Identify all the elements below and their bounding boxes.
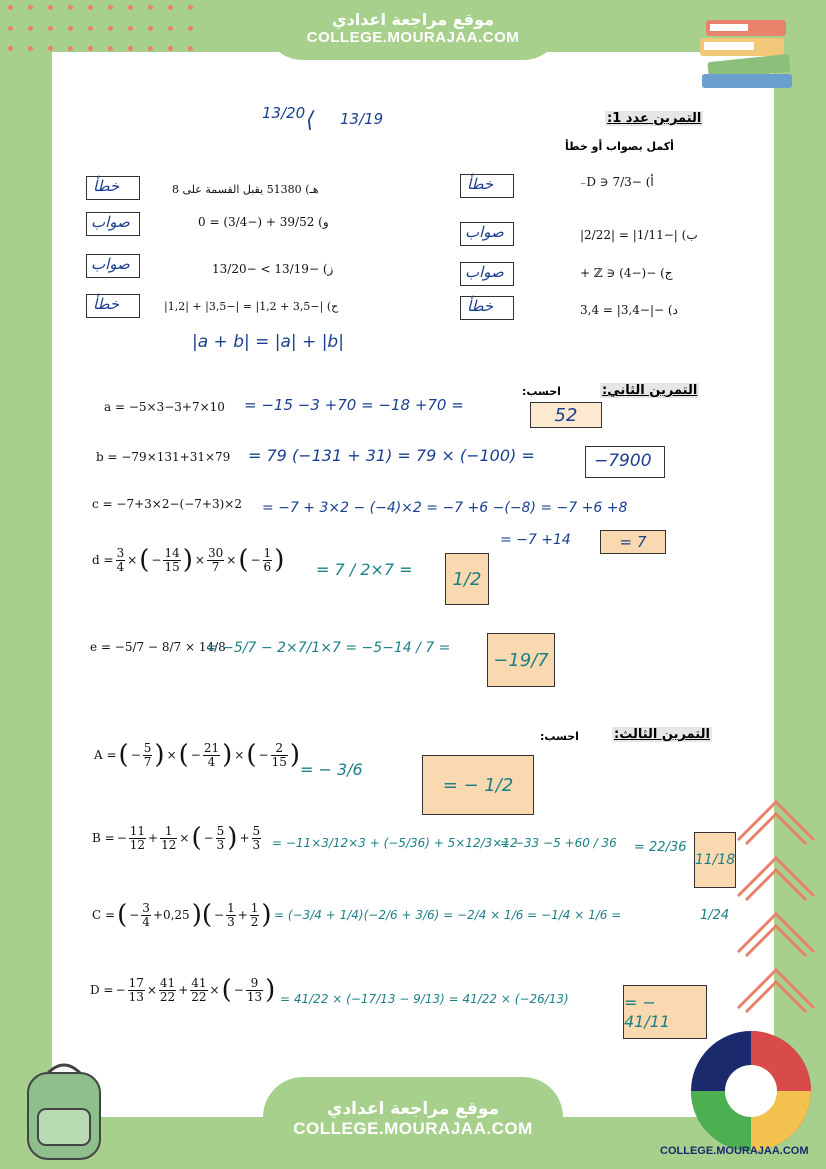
ex3-C-work: = (−3/4 + 1/4)(−2/6 + 3/6) = −2/4 × 1/6 = −1/4 × 1/6 = <box>274 908 622 922</box>
ex1-top-note-comparison: ⟨ <box>306 108 315 133</box>
ex2-e-answer: −19/7 <box>493 649 549 671</box>
ex2-d-answer: 1/2 <box>452 568 482 590</box>
ex3-C-expr: C = ( − $\frac{3}{4}$ +0,25 )( − $\frac{1}{3}$ + $\frac{1}{2}$ ) <box>92 900 272 930</box>
ex1-top-note-a: 13/20 <box>262 104 306 122</box>
ex2-b-answer: −7900 <box>594 451 652 471</box>
ex1-item-f-expr: 39/52 + (−3/4) = 0 <box>198 215 315 229</box>
ex1-item-f-label: و) <box>318 215 329 229</box>
ex2-title: التمرين الثاني: <box>602 383 698 398</box>
ex3-D-work: = 41/22 × (−17/13 − 9/13) = 41/22 × (−26/13) <box>280 992 569 1006</box>
ex2-a-answer-box[interactable] <box>530 402 602 428</box>
ex2-c-expr: c = −7+3×2−(−7+3)×2 <box>92 497 242 511</box>
ex3-C-answer: 1/24 <box>700 908 730 923</box>
ex2-e-work: = −5/7 − 2×7/1×7 = −5−14 / 7 = <box>206 640 451 656</box>
ex1-item-e <box>172 183 319 196</box>
ex2-c-work: = −7 + 3×2 − (−4)×2 = −7 +6 −(−8) = −7 +6 +8 <box>262 500 628 516</box>
ex2-e-answer-box[interactable] <box>487 633 555 687</box>
ex3-A-name: A = <box>94 748 117 762</box>
ex1-item-c-expr: −(−4) ∈ ℤ + <box>580 266 657 280</box>
ex1-item-g <box>212 262 333 276</box>
ex2-d-work: = 7 / 2×7 = <box>316 560 413 579</box>
site-name: موقع مراجعة اعدادي <box>331 10 495 29</box>
ex3-D-name: D = <box>90 983 114 997</box>
ex1-item-f-answer-box[interactable] <box>86 212 140 236</box>
ex3-instruction: احسب: <box>540 730 579 743</box>
ex3-D-expr: D = − $\frac{17}{13}$ × $\frac{41}{22}$ + $\frac{41}{22}$ × ( − $\frac{9}{13}$ ) <box>90 975 276 1005</box>
ex3-B-work3: = 22/36 <box>634 840 687 855</box>
worksheet-page <box>52 52 774 1117</box>
ex1-item-b-answer-box[interactable] <box>460 222 514 246</box>
ex2-a-expr: a = −5×3−3+7×10 <box>104 400 225 414</box>
ex3-A-answer-box[interactable] <box>422 755 534 815</box>
backpack-illustration-icon <box>10 1055 120 1165</box>
ex1-top-note-b: 13/19 <box>340 110 384 128</box>
ex1-item-a-label: أ) <box>645 175 654 189</box>
ex2-instruction: احسب: <box>522 385 561 398</box>
ex3-B-name: B = <box>92 831 115 845</box>
ex1-item-h-answer-box[interactable] <box>86 294 140 318</box>
ex1-item-e-expr: 51380 يقبل القسمة على 8 <box>172 183 302 196</box>
ex1-note: |a + b| = |a| + |b| <box>192 332 344 352</box>
ex1-item-g-expr: −13/19 > −13/20 <box>212 262 319 276</box>
ex1-instruction: أكمل بصواب أو خطأ <box>565 140 674 153</box>
ex1-title: التمرين عدد 1: <box>607 111 702 126</box>
ex1-item-e-answer: خطأ <box>93 177 120 195</box>
ex2-c-work2: = −7 +14 <box>500 532 571 548</box>
ex3-B-expr: B = − $\frac{11}{12}$ + $\frac{1}{12}$ × ( − $\frac{5}{3}$ ) + $\frac{5}{3}$ <box>92 823 261 853</box>
ex3-B-answer: 11/18 <box>694 852 736 868</box>
ex2-b-answer-box[interactable] <box>585 446 665 478</box>
footer-site-name: موقع مراجعة اعدادي <box>326 1099 500 1119</box>
ex2-d-expr: d = $\frac{3}{4}$ × ( − $\frac{14}{15}$ ) × $\frac{30}{7}$ × ( − $\frac{1}{6}$ ) <box>92 545 285 575</box>
ex1-item-f-answer: صواب <box>91 213 130 231</box>
ex1-item-e-label: هـ) <box>305 183 319 196</box>
ex2-d-answer-box[interactable] <box>445 553 489 605</box>
ex1-item-d-answer: خطأ <box>467 297 494 315</box>
ex1-item-b <box>580 228 698 242</box>
ex1-item-f <box>198 215 329 229</box>
ex1-item-c <box>580 266 673 280</box>
ex3-D-answer: = − 41/11 <box>624 993 671 1031</box>
ex2-e-expr: e = −5/7 − 8/7 × 14/8 <box>90 640 226 654</box>
ex1-item-g-answer-box[interactable] <box>86 254 140 278</box>
ex3-A-expr: A = ( − $\frac{5}{7}$ ) × ( − $\frac{21}{4}$ ) × ( − $\frac{2}{15}$ ) <box>94 740 300 770</box>
ex2-a-answer: 52 <box>554 404 578 426</box>
ex3-A-answer: = − 1/2 <box>442 774 514 796</box>
ex2-c-answer: = 7 <box>619 533 647 551</box>
ex1-item-g-answer: صواب <box>91 255 130 273</box>
ex1-item-a-answer-box[interactable] <box>460 174 514 198</box>
ex1-item-b-expr: |−1/11| = |2/22| <box>580 228 678 242</box>
ex1-item-h-expr: |−3,5 + 1,2| = |−3,5| + |1,2| <box>164 300 324 313</box>
ex1-item-a <box>580 175 654 189</box>
ex3-B-answer-box[interactable] <box>694 832 736 888</box>
ex1-item-a-expr: −7/3 ∈ D₋ <box>580 175 642 189</box>
ex1-item-b-answer: صواب <box>465 223 504 241</box>
site-footer-tab <box>263 1077 563 1169</box>
ex2-a-work: = −15 −3 +70 = −18 +70 = <box>244 396 464 414</box>
site-header-tab <box>263 0 563 60</box>
ex1-item-a-answer: خطأ <box>467 175 494 193</box>
ex1-item-d <box>580 303 678 317</box>
ex2-c-answer-box[interactable] <box>600 530 666 554</box>
ex1-item-h-answer: خطأ <box>93 295 120 313</box>
logo-caption[interactable]: COLLEGE.MOURAJAA.COM <box>660 1145 809 1157</box>
site-domain[interactable]: COLLEGE.MOURAJAA.COM <box>306 29 520 46</box>
ex1-item-g-label: ز) <box>322 262 334 276</box>
footer-site-domain[interactable]: COLLEGE.MOURAJAA.COM <box>293 1119 533 1138</box>
site-logo-icon <box>688 1028 814 1154</box>
ex3-A-work: = − 3/6 <box>300 760 363 779</box>
ex3-B-work2: = −33 −5 +60 / 36 <box>500 836 617 850</box>
ex1-item-d-label: د) <box>667 303 678 317</box>
ex1-item-b-label: ب) <box>681 228 698 242</box>
books-illustration-icon <box>694 14 804 94</box>
ex2-b-work: = 79 (−131 + 31) = 79 × (−100) = <box>248 446 535 465</box>
ex3-B-work1: = −11×3/12×3 + (−5/36) + 5×12/3×12 <box>272 836 518 850</box>
ex1-item-d-expr: −|−3,4| = 3,4 <box>580 303 665 317</box>
decorative-chevrons-icon <box>734 792 818 1022</box>
ex1-item-c-answer-box[interactable] <box>460 262 514 286</box>
ex1-item-h <box>164 300 338 313</box>
ex1-item-c-label: ج) <box>660 266 673 280</box>
ex1-item-h-label: ح) <box>326 300 339 313</box>
ex3-C-name: C = <box>92 908 116 922</box>
ex2-d-name: d = <box>92 553 114 567</box>
ex2-b-expr: b = −79×131+31×79 <box>96 450 231 464</box>
ex1-item-c-answer: صواب <box>465 263 504 281</box>
ex1-item-e-answer-box[interactable] <box>86 176 140 200</box>
ex3-title: التمرين الثالث: <box>614 727 710 742</box>
ex1-item-d-answer-box[interactable] <box>460 296 514 320</box>
